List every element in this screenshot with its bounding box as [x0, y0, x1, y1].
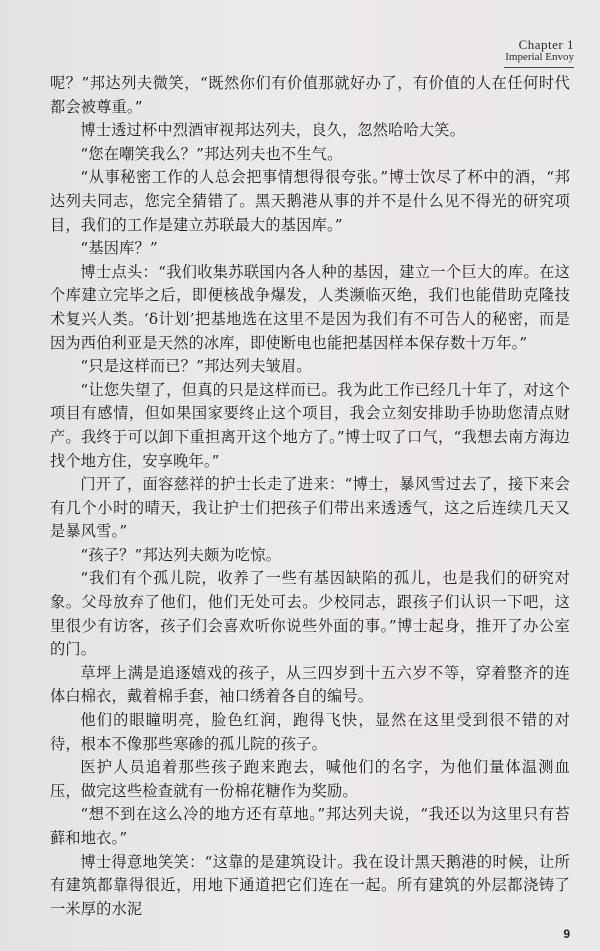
paragraph: “从事秘密工作的人总会把事情想得很夸张。”博士饮尽了杯中的酒，“邦达列夫同志，您完全猜错了。黑天鹅港从事的并不是什么见不得光的研究项目，我们的工作是建立苏联最大的基因库。”	[50, 168, 570, 234]
paragraph: 博士得意地笑笑：“这靠的是建筑设计。我在设计黑天鹅港的时候，让所有建筑都靠得很近，用地下通道把它们连在一起。所有建筑的外层都浇铸了一米厚的水泥	[50, 852, 570, 918]
paragraph: “想不到在这么冷的地方还有草地。”邦达列夫说，“我还以为这里只有苔藓和地衣。”	[50, 805, 570, 847]
paragraph: 门开了，面容慈祥的护士长走了进来：“博士，暴风雪过去了，接下来会有几个小时的晴天，我让护士们把孩子们带出来透透气，这之后连续几天又是暴风雪。”	[50, 475, 570, 541]
paragraph: “基因库？”	[80, 239, 158, 258]
paragraph: 草坪上满是追逐嬉戏的孩子，从三四岁到十五六岁不等，穿着整齐的连体白棉衣，戴着棉手套，袖口绣着各自的编号。	[50, 663, 570, 706]
chapter-label: Chapter 1	[518, 37, 574, 52]
chapter-title: Imperial Envoy	[505, 51, 574, 63]
paragraph: 呢？”邦达列夫微笑，“既然你们有价值那就好办了，有价值的人在任何时代都会被尊重。”	[50, 74, 570, 116]
page-number: 9	[563, 927, 570, 941]
paragraph: “您在嘲笑我么？”邦达列夫也不生气。	[80, 144, 343, 163]
paragraph: 他们的眼瞳明亮，脸色红润，跑得飞快，显然在这里受到很不错的对待，根本不像那些寒碜的孤儿院的孩子。	[50, 711, 570, 753]
paragraph: “我们有个孤儿院，收养了一些有基因缺陷的孤儿，也是我们的研究对象。父母放弃了他们，他们无处可去。少校同志，跟孩子们认识一下吧，这里很少有访客，孩子们会喜欢听你说些外面的事。”博士起身，推开了办公室的门。	[50, 569, 570, 659]
paragraph: 博士透过杯中烈酒审视邦达列夫，良久，忽然哈哈大笑。	[80, 121, 466, 140]
paragraph: 博士点头：“我们收集苏联国内各人种的基因，建立一个巨大的库。在这个库建立完毕之后，即便核战争爆发，人类濒临灭绝，我们也能借助克隆技术复兴人类。‘δ计划’把基地选在这里不是因为我们有不可告人的秘密，而是因为西伯利亚是天然的冰库，即使断电也能把基因样本保存数十万年。”	[50, 262, 570, 352]
header-rule	[504, 67, 574, 68]
paragraph: 医护人员追着那些孩子跑来跑去，喊他们的名字，为他们量体温测血压，做完这些检查就有一份棉花糖作为奖励。	[50, 758, 570, 800]
paragraph: “只是这样而已？”邦达列夫皱眉。	[80, 357, 312, 376]
paragraph: “让您失望了，但真的只是这样而已。我为此工作已经几十年了，对这个项目有感情，但如果国家要终止这个项目，我会立刻安排助手协助您清点财产。我终于可以卸下重担离开这个地方了。”博士叹了口气，“我想去南方海边找个地方住，安享晚年。”	[50, 380, 570, 470]
paragraph: “孩子？”邦达列夫颇为吃惊。	[80, 545, 281, 564]
running-head	[505, 38, 574, 64]
body-text	[50, 72, 570, 921]
